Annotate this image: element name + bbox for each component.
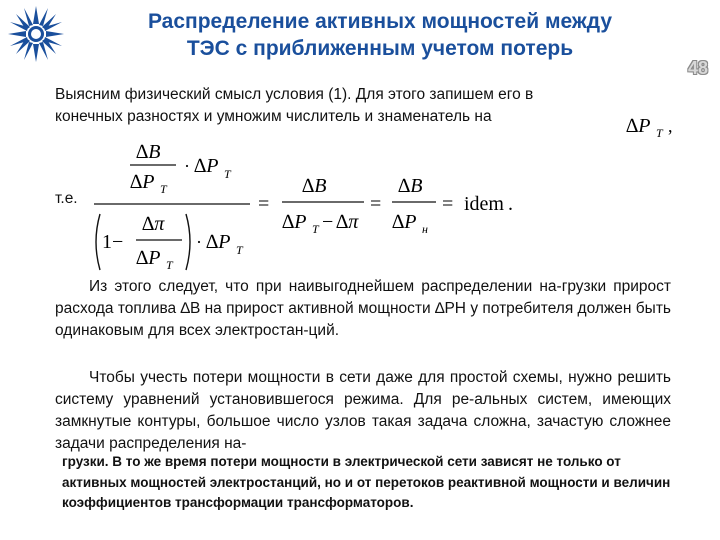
num-sub-t-2: T (224, 167, 231, 181)
mid-delta-pt: ∆P (282, 211, 307, 233)
mid-delta-b: ∆B (302, 175, 327, 197)
den-delta-pt: ∆P (136, 247, 161, 269)
intro-line-1: Выясним физический смысл условия (1). Для этого запишем его в (55, 86, 534, 103)
inline-delta-p: ∆P (626, 115, 651, 137)
inline-comma: , (668, 116, 673, 136)
den-delta-pt-2: ∆P (206, 231, 231, 253)
paragraph-conclusion: Из этого следует, что при наивыгоднейшем распределении на-грузки прирост расхода топлива ∆B на прирост активной мощности ∆PН у потребителя должен быть одинаковым для всех электростан-ций. (55, 278, 671, 339)
idem-text: idem (464, 193, 504, 215)
page-number: 48 (687, 58, 708, 78)
den-delta-pi: ∆π (142, 213, 165, 235)
num-delta-pt: ∆P (130, 171, 155, 193)
title-line-1: Распределение активных мощностей между (147, 10, 613, 33)
company-logo (4, 2, 68, 66)
right-delta-b: ∆B (398, 175, 423, 197)
equals-3: = (442, 193, 454, 215)
te-label: т.е. (55, 190, 78, 207)
num-dot: · (184, 156, 190, 176)
paragraph-intro (55, 84, 671, 128)
main-formula (90, 138, 530, 278)
title-line-2: ТЭС с приближенным учетом потерь (186, 37, 574, 60)
formula-period: . (508, 193, 513, 215)
den-dot: · (196, 232, 202, 252)
den-one-minus: 1− (102, 231, 124, 253)
equals-1: = (258, 193, 270, 215)
mid-delta-pi: ∆π (336, 211, 359, 233)
intro-line-2: конечных разностях и умножим числитель и знаменатель на (55, 108, 492, 125)
den-sub-t: T (166, 258, 173, 272)
mid-minus: − (322, 211, 334, 233)
page-title (80, 8, 680, 62)
equals-2: = (370, 193, 382, 215)
paragraph-losses: Чтобы учесть потери мощности в сети даже для простой схемы, нужно решить систему уравнений установившегося режима. Для ре-альных систем, имеющих замкнутые контуры, большое число узлов такая задача сложна, зачастую сложнее задачи распределения на- (55, 369, 671, 452)
inline-delta-pt (624, 110, 674, 140)
inline-sub-t: T (656, 126, 663, 140)
num-delta-pt-2: ∆P (194, 155, 219, 177)
right-delta-p: ∆P (392, 211, 417, 233)
num-sub-t: T (160, 182, 167, 196)
num-delta-b: ∆B (136, 141, 161, 163)
den-sub-t-2: T (236, 243, 243, 257)
mid-sub-t: T (312, 222, 319, 236)
paragraph-overlay: грузки. В то же время потери мощности в электрической сети зависят не только от активных мощностей электростанций, но и от перетоков реактивной мощности и величин коэффициентов трансформации трансформаторов. (62, 454, 671, 510)
right-sub-n: н (422, 222, 428, 236)
